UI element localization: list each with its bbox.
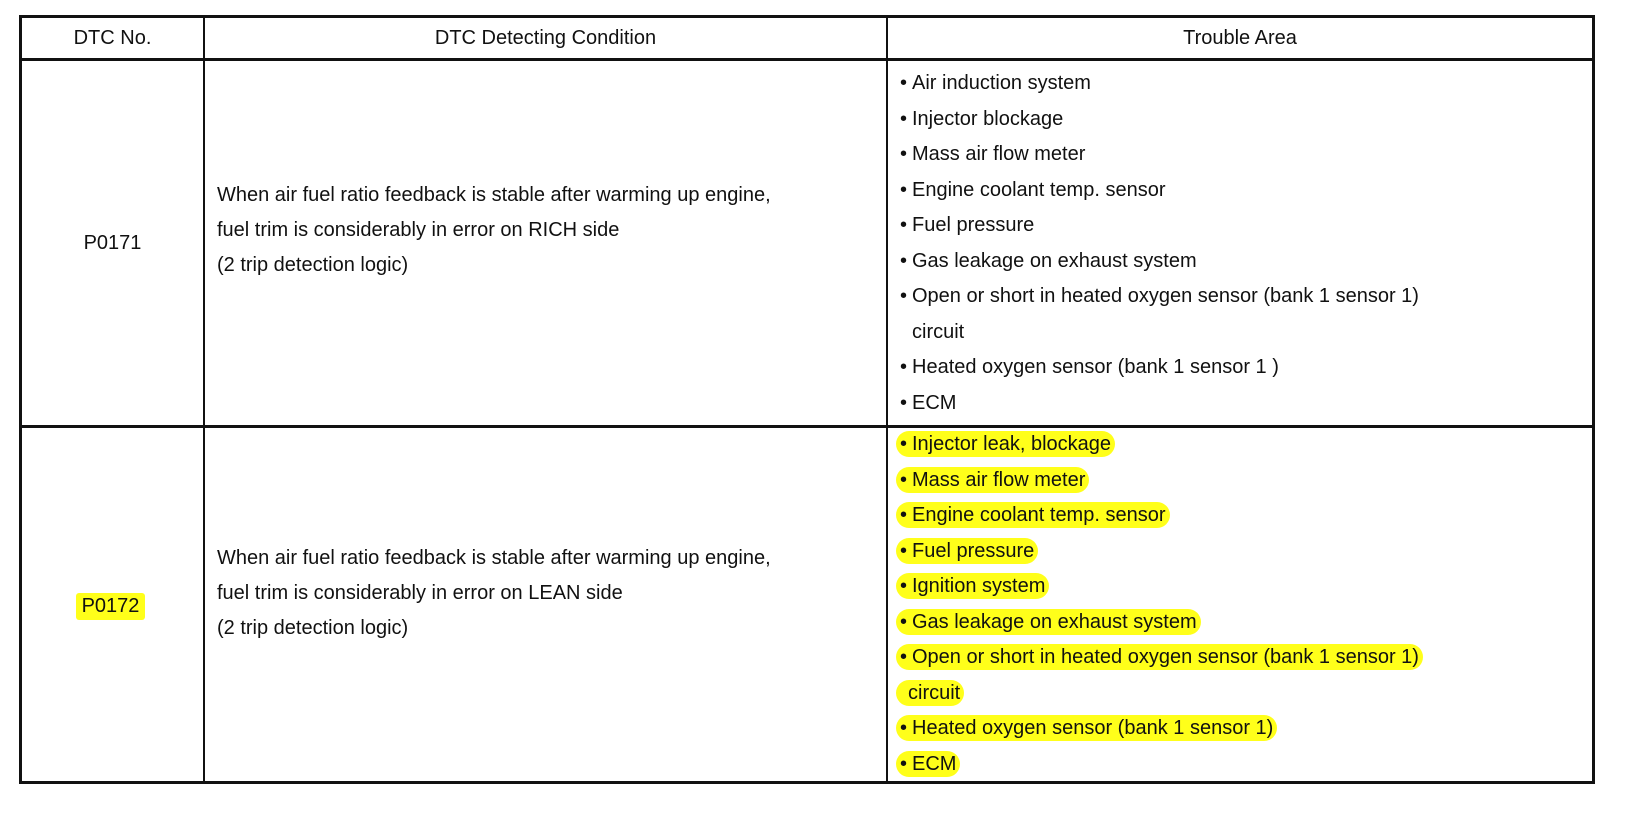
table-row-1-trouble-area — [888, 66, 1592, 425]
highlighted-text — [896, 715, 1277, 741]
highlighted-text — [896, 502, 1170, 528]
bullet-icon: • — [900, 143, 908, 165]
header-dtc-no: DTC No. — [73, 26, 152, 49]
trouble-area-text: Heated oxygen sensor (bank 1 sensor 1 ) — [912, 356, 1279, 378]
table-row-2-trouble-area — [888, 427, 1592, 784]
highlighted-text — [896, 467, 1089, 493]
trouble-area-text: Gas leakage on exhaust system — [912, 610, 1197, 633]
item-text — [900, 356, 1279, 378]
condition-line: fuel trim is considerably in error on RICH side — [217, 218, 620, 241]
trouble-area-item — [900, 173, 1592, 209]
bullet-icon: • — [900, 285, 908, 307]
item-text — [900, 321, 964, 343]
dtc-code: P0171 — [83, 231, 142, 254]
bullet-icon: • — [900, 646, 908, 668]
table-row-1-dtc — [22, 61, 203, 425]
trouble-area-item — [900, 534, 1592, 570]
trouble-area-text: Mass air flow meter — [912, 468, 1086, 491]
trouble-area-item — [900, 66, 1592, 102]
condition-line: (2 trip detection logic) — [217, 616, 409, 639]
trouble-area-item — [900, 244, 1592, 280]
highlighted-text — [896, 431, 1115, 457]
trouble-area-text: Mass air flow meter — [912, 143, 1086, 165]
item-text — [900, 250, 1197, 272]
condition-line: fuel trim is considerably in error on LEAN side — [217, 581, 623, 604]
bullet-icon: • — [900, 107, 908, 130]
bullet-icon: • — [900, 717, 908, 739]
trouble-area-item — [900, 640, 1592, 676]
bullet-icon: • — [900, 178, 908, 201]
bullet-icon: • — [900, 356, 908, 378]
bullet-icon: • — [900, 391, 908, 414]
highlighted-text — [896, 573, 1049, 599]
item-text — [900, 108, 1063, 130]
bullet-icon: • — [900, 752, 908, 775]
trouble-area-item — [900, 747, 1592, 783]
bullet-icon: • — [900, 610, 908, 633]
condition-line: When air fuel ratio feedback is stable after warming up engine, — [217, 546, 771, 569]
trouble-area-item — [900, 208, 1592, 244]
table-row-1-condition — [205, 61, 886, 425]
item-text — [900, 179, 1166, 201]
bullet-icon: • — [900, 539, 908, 562]
item-text — [900, 72, 1091, 94]
trouble-area-text: ECM — [912, 391, 957, 414]
highlighted-text — [896, 680, 964, 706]
bullet-icon: • — [900, 214, 908, 236]
item-text — [900, 143, 1085, 165]
trouble-area-text: Open or short in heated oxygen sensor (bank 1 sensor 1) — [912, 285, 1419, 307]
trouble-area-text: Fuel pressure — [912, 539, 1035, 562]
highlighted-text — [896, 609, 1201, 635]
condition-line: (2 trip detection logic) — [217, 253, 409, 276]
trouble-area-item — [900, 605, 1592, 641]
trouble-area-item — [900, 711, 1592, 747]
highlighted-text — [896, 538, 1038, 564]
trouble-area-text: Heated oxygen sensor (bank 1 sensor 1) — [912, 717, 1274, 739]
dtc-table — [19, 15, 1595, 784]
item-text — [900, 214, 1034, 236]
trouble-area-item — [900, 427, 1592, 463]
trouble-area-text: Injector leak, blockage — [912, 433, 1112, 455]
trouble-area-text: Engine coolant temp. sensor — [912, 178, 1166, 201]
highlighted-text — [896, 751, 960, 777]
header-trouble-area: Trouble Area — [1183, 26, 1297, 49]
trouble-area-item — [900, 676, 1592, 712]
trouble-area-item — [900, 498, 1592, 534]
bullet-icon: • — [900, 433, 908, 455]
highlighted-text — [896, 644, 1423, 670]
dtc-code-highlighted: P0172 — [76, 593, 146, 620]
trouble-area-text: circuit — [908, 681, 961, 704]
trouble-area-item — [900, 350, 1592, 386]
trouble-area-text: Ignition system — [912, 575, 1046, 597]
bullet-icon: • — [900, 504, 908, 526]
trouble-area-text: Engine coolant temp. sensor — [912, 504, 1166, 526]
bullet-icon: • — [900, 72, 908, 94]
trouble-area-text: Injector blockage — [912, 107, 1064, 130]
trouble-area-text: ECM — [912, 752, 957, 775]
trouble-area-text: Open or short in heated oxygen sensor (bank 1 sensor 1) — [912, 646, 1419, 668]
trouble-area-text: Fuel pressure — [912, 214, 1035, 236]
trouble-area-item — [900, 102, 1592, 138]
item-text — [900, 285, 1419, 307]
bullet-icon: • — [900, 468, 908, 491]
trouble-area-text: circuit — [912, 320, 965, 343]
trouble-area-text: Air induction system — [912, 72, 1091, 94]
trouble-area-item — [900, 279, 1592, 315]
trouble-area-item — [900, 315, 1592, 351]
bullet-icon: • — [900, 575, 908, 597]
trouble-area-item — [900, 386, 1592, 422]
table-row-2-condition — [205, 428, 886, 784]
trouble-area-item — [900, 569, 1592, 605]
condition-line: When air fuel ratio feedback is stable after warming up engine, — [217, 183, 771, 206]
header-detecting-condition: DTC Detecting Condition — [434, 26, 657, 49]
bullet-icon: • — [900, 249, 908, 272]
trouble-area-item — [900, 137, 1592, 173]
trouble-area-item — [900, 463, 1592, 499]
table-row-2-dtc — [22, 428, 203, 784]
trouble-area-text: Gas leakage on exhaust system — [912, 249, 1197, 272]
item-text — [900, 392, 956, 414]
